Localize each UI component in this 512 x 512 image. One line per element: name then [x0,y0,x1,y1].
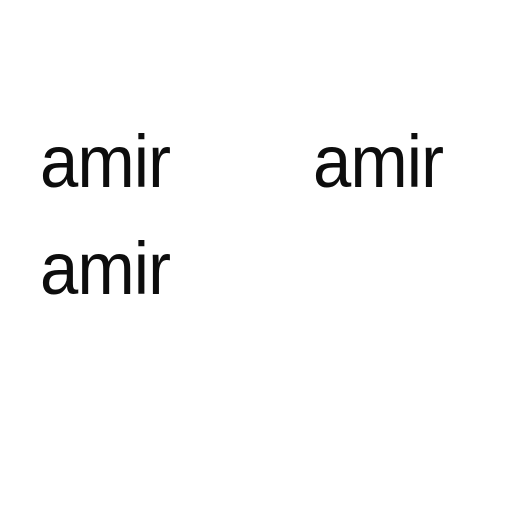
word-amir-top-right: amir [313,120,444,203]
word-amir-bottom-left: amir [40,227,171,310]
word-amir-top-left: amir [40,120,171,203]
